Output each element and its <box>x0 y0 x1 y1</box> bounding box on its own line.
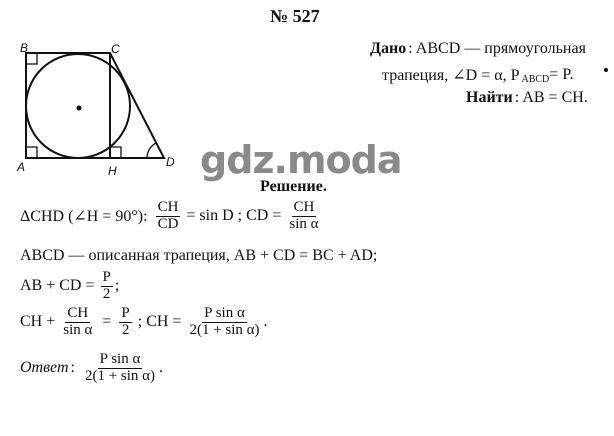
l3-pre: AB + CD = <box>20 277 95 295</box>
l4-frac3-num: P sin α <box>204 305 245 321</box>
watermark: gdz.moda <box>200 138 402 182</box>
l4-post: . <box>263 313 268 331</box>
label-a: A <box>17 160 26 174</box>
find-line <box>466 89 590 107</box>
trapezoid-figure <box>12 40 187 175</box>
given-text-2: трапеция, ∠D = α, P <box>382 67 520 84</box>
l2-text: ABCD — описанная трапеция, AB + CD = BC + AD; <box>20 247 378 264</box>
bullet-dot <box>604 68 608 72</box>
l4-frac1-den: sin α <box>63 321 93 338</box>
label-d: D <box>166 155 175 169</box>
given-label: Дано <box>370 40 407 57</box>
answer-line <box>20 352 165 385</box>
given-text-1: : ABCD — прямоугольная <box>408 40 586 57</box>
given-line-1 <box>370 40 588 58</box>
l4-frac2-den: 2 <box>121 321 130 338</box>
answer-num: P sin α <box>99 351 141 367</box>
l1-frac2-num: CH <box>293 199 315 215</box>
solution-line-2 <box>20 247 379 265</box>
solution-title: Решение. <box>260 178 327 195</box>
label-b: B <box>20 41 29 55</box>
given-line-2 <box>382 65 575 85</box>
problem-number: № 527 <box>270 6 320 26</box>
circle-center <box>77 106 82 111</box>
l4-pre: CH + <box>20 313 56 331</box>
solution-line-3 <box>20 270 121 303</box>
answer-colon: : <box>70 359 75 377</box>
answer-fraction <box>83 352 157 385</box>
given-text-2-end: = P. <box>549 66 574 83</box>
l1-mid: = sin D ; CD = <box>186 207 282 225</box>
answer-post: . <box>159 359 164 377</box>
l4-fraction-2 <box>119 306 131 339</box>
find-label: Найти <box>466 89 513 106</box>
answer-label: Ответ <box>20 359 69 377</box>
l1-frac1-num: CH <box>157 199 179 215</box>
l1-frac1-den: CD <box>157 215 179 232</box>
l4-frac1-num: CH <box>67 305 89 321</box>
l4-mid: ; CH = <box>137 313 182 331</box>
l1-fraction-1 <box>156 200 181 233</box>
l4-fraction-3 <box>187 306 261 339</box>
trapezoid-outline <box>26 53 164 158</box>
l3-num: P <box>102 269 111 285</box>
l1-fraction-2 <box>287 200 320 233</box>
l3-post: ; <box>114 277 120 295</box>
right-angle-h <box>110 147 121 158</box>
l1-pre: ΔCHD (∠H = 90°): <box>20 208 148 226</box>
l4-frac2-num: P <box>121 305 130 321</box>
l3-den: 2 <box>102 285 111 302</box>
solution-line-1 <box>20 200 322 233</box>
answer-den: 2(1 + sin α) <box>84 367 156 384</box>
l1-frac2-den: sin α <box>289 215 319 232</box>
solution-line-4 <box>20 306 270 339</box>
angle-arc-d <box>147 143 156 158</box>
find-text: : AB = CH. <box>514 89 588 106</box>
l4-fraction-1 <box>61 306 94 339</box>
l3-fraction <box>101 270 113 303</box>
label-h: H <box>108 164 117 178</box>
label-c: C <box>111 42 120 56</box>
given-subscript: ABCD <box>521 73 550 85</box>
right-angle-a <box>26 147 37 158</box>
l4-frac3-den: 2(1 + sin α) <box>189 321 260 338</box>
l4-eq: = <box>102 313 112 331</box>
